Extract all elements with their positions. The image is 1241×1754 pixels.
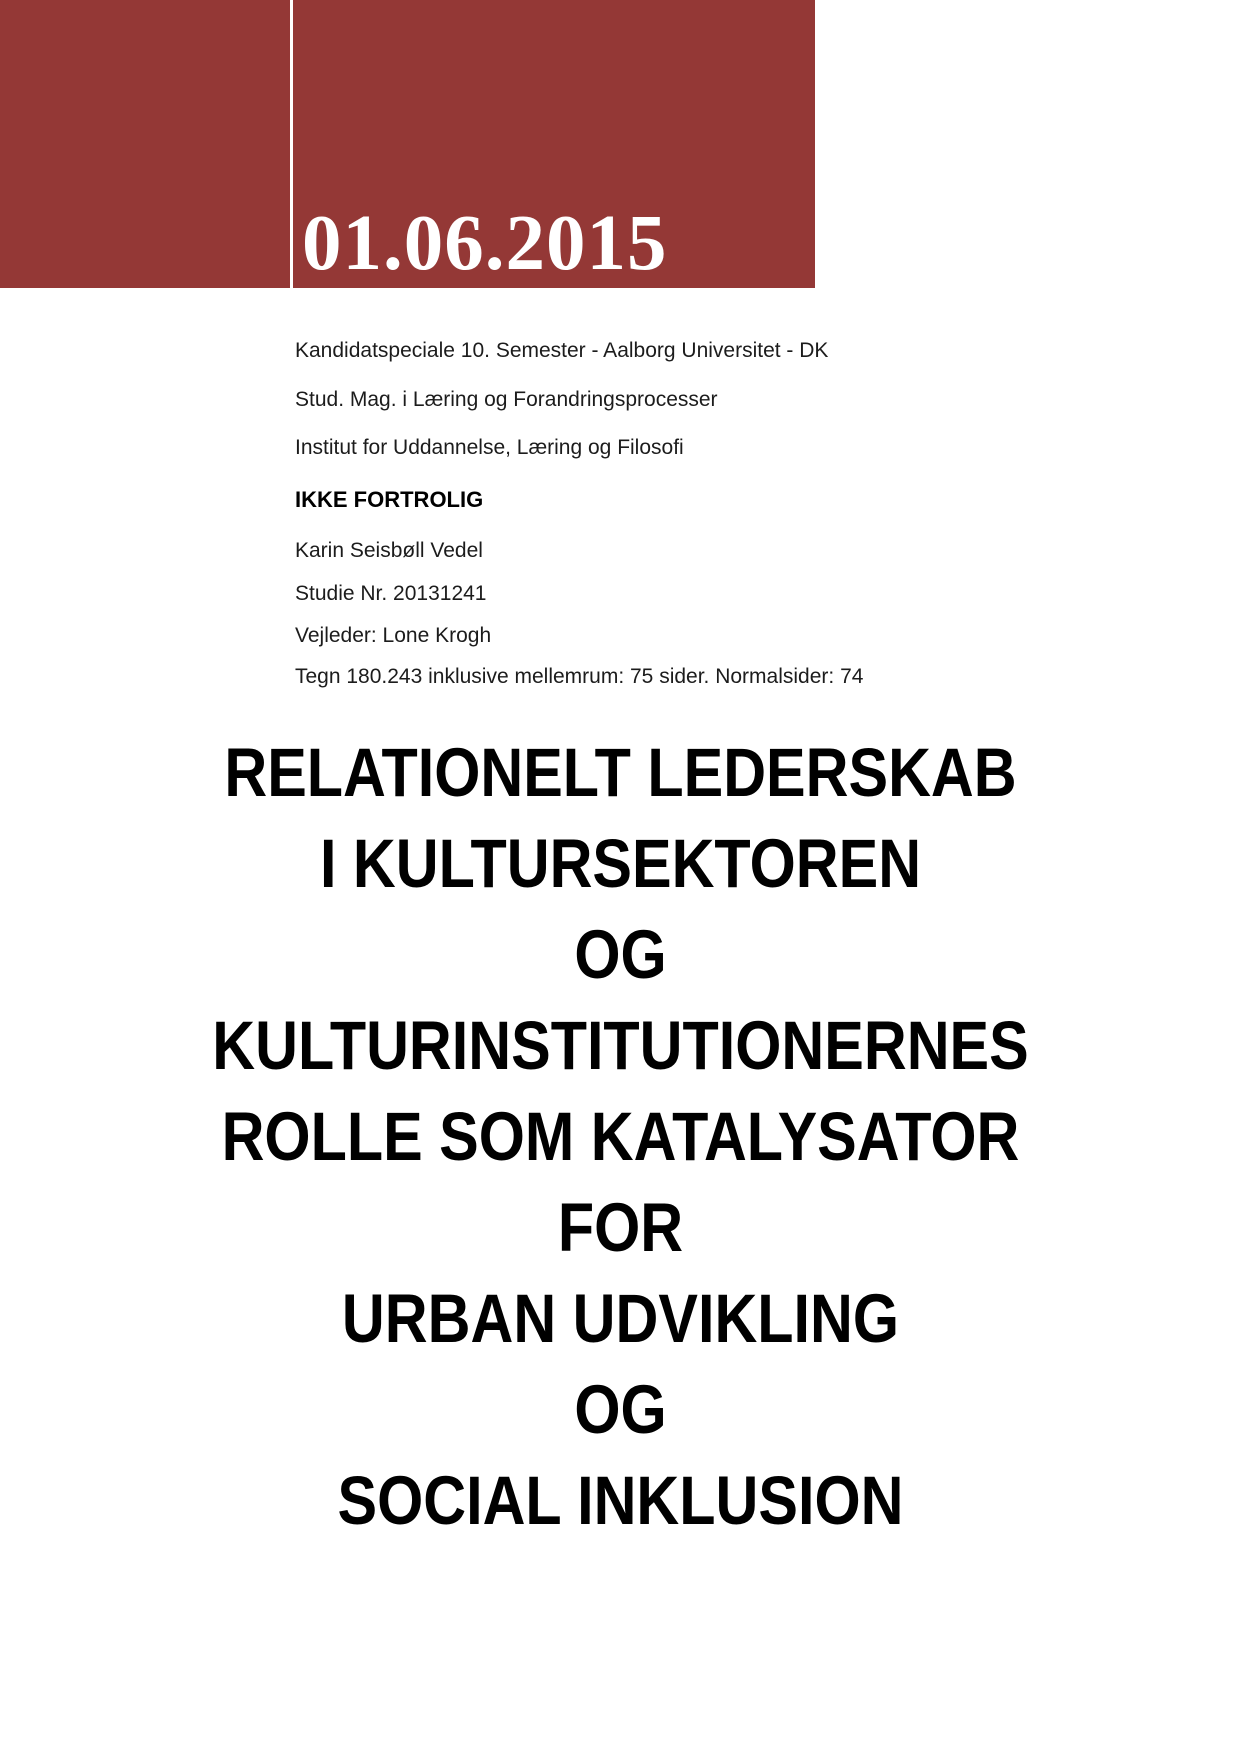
- header-date-banner: [293, 0, 815, 288]
- meta-confidentiality-label: IKKE FORTROLIG: [295, 487, 484, 512]
- cover-metadata: [295, 337, 863, 691]
- title-line-2: I KULTURSEKTOREN: [319, 825, 922, 902]
- title-line-8: OG: [574, 1371, 667, 1448]
- title-line-4: KULTURINSTITUTIONERNES: [212, 1007, 1029, 1084]
- meta-line-program: Stud. Mag. i Læring og Forandringsprocesser: [295, 388, 718, 411]
- cover-date: 01.06.2015: [302, 200, 668, 287]
- meta-character-count: Tegn 180.243 inklusive mellemrum: 75 sider. Normalsider: 74: [295, 665, 864, 688]
- meta-line-institute: Institut for Uddannelse, Læring og Filosofi: [295, 436, 684, 459]
- title-line-6: FOR: [557, 1189, 684, 1266]
- meta-student-number: Studie Nr. 20131241: [295, 582, 487, 605]
- header-accent-block: [0, 0, 290, 288]
- cover-title: [0, 727, 1241, 1546]
- meta-line-semester: Kandidatspeciale 10. Semester - Aalborg Universitet - DK: [295, 339, 829, 362]
- title-line-3: OG: [574, 916, 667, 993]
- meta-author: Karin Seisbøll Vedel: [295, 539, 483, 562]
- title-line-1: RELATIONELT LEDERSKAB: [224, 734, 1017, 811]
- title-line-7: URBAN UDVIKLING: [341, 1280, 900, 1357]
- title-line-5: ROLLE SOM KATALYSATOR: [221, 1098, 1020, 1175]
- meta-supervisor: Vejleder: Lone Krogh: [295, 624, 492, 647]
- title-line-9: SOCIAL INKLUSION: [337, 1462, 904, 1539]
